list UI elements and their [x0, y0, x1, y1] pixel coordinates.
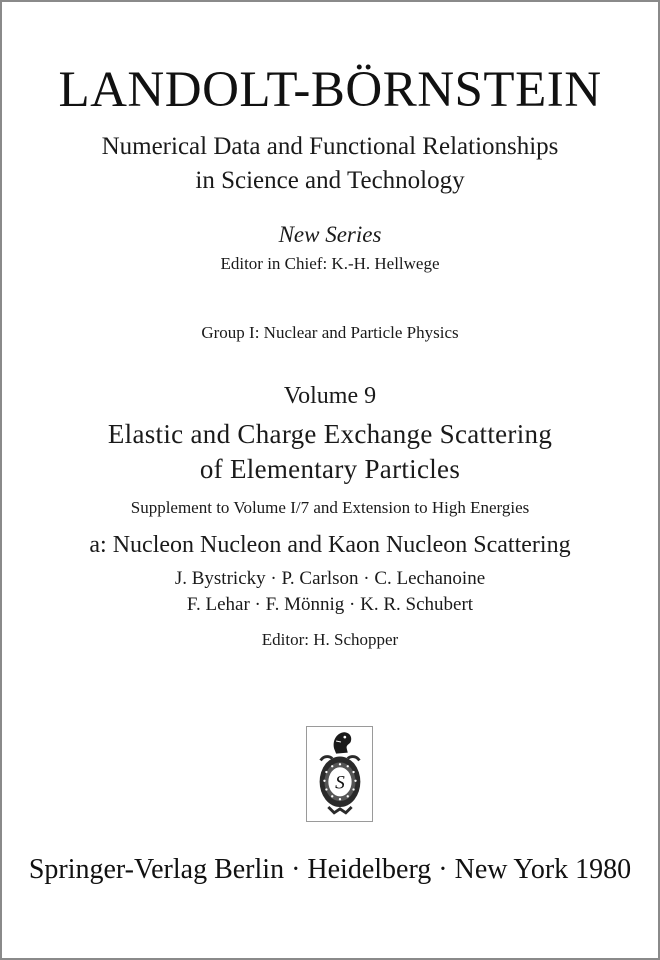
authors-line-2: F. Lehar · F. Mönnig · K. R. Schubert — [186, 594, 474, 615]
series-label: New Series — [278, 222, 382, 247]
main-title: LANDOLT-BÖRNSTEIN — [58, 62, 602, 118]
volume-title-line-2: of Elementary Particles — [199, 454, 461, 484]
group-label: Group I: Nuclear and Particle Physics — [201, 323, 459, 342]
subtitle-line-2: in Science and Technology — [195, 167, 465, 194]
authors-line-1: J. Bystricky · P. Carlson · C. Lechanoine — [174, 568, 486, 589]
subtitle-line-1: Numerical Data and Functional Relationships — [101, 133, 559, 160]
editor-in-chief: Editor in Chief: K.-H. Hellwege — [220, 254, 440, 273]
svg-text:S: S — [335, 772, 345, 794]
editor-label: Editor: H. Schopper — [261, 630, 399, 649]
supplement-note: Supplement to Volume I/7 and Extension to High Energies — [130, 498, 530, 517]
springer-knight-logo-icon — [306, 726, 373, 822]
volume-label: Volume 9 — [283, 383, 377, 409]
volume-title-line-1: Elastic and Charge Exchange Scattering — [107, 419, 553, 449]
publisher-imprint: Springer-Verlag Berlin · Heidelberg · New York 1980 — [28, 854, 632, 885]
part-title: a: Nucleon Nucleon and Kaon Nucleon Scattering — [89, 532, 571, 558]
